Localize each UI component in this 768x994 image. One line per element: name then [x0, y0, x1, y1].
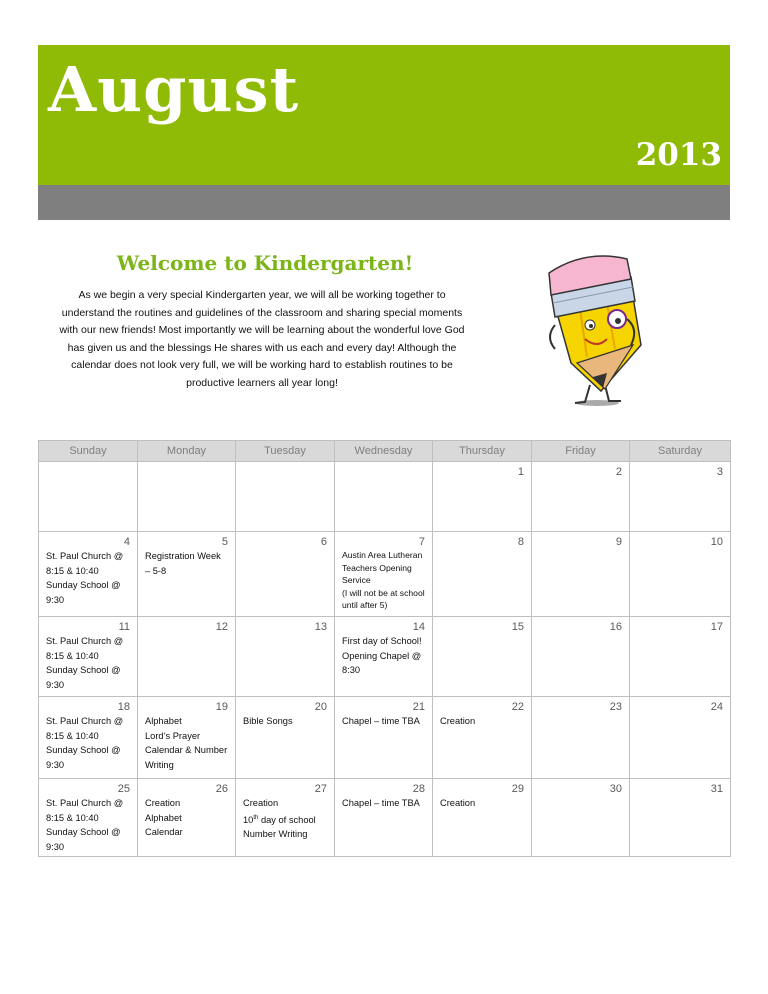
- weekday-header: Sunday: [39, 441, 138, 462]
- day-cell: [532, 532, 630, 617]
- day-cell: [138, 697, 236, 779]
- event-text: Austin Area Lutheran Teachers Opening Service: [342, 550, 423, 585]
- weekday-header: Monday: [138, 441, 236, 462]
- welcome-paragraph: As we begin a very special Kindergarten year, we will all be working together to understand the routines and guidelines of the classroom and sharing special moments with our new friends! Most importantly we will be learning about the wonderful love God has given us and the blessings He shares with us each and every day! Although the calendar does not look very full, we will be working hard to establish routines to be productive learners all year long!: [59, 289, 465, 389]
- day-number: 18: [117, 701, 130, 713]
- day-number: 5: [221, 536, 228, 548]
- day-number: 7: [418, 536, 425, 548]
- day-number: 27: [314, 783, 327, 795]
- day-number: 14: [412, 621, 425, 633]
- weekday-header: Tuesday: [236, 441, 335, 462]
- day-cell: [236, 462, 335, 532]
- week-row: [39, 697, 731, 779]
- day-number: 25: [117, 783, 130, 795]
- day-number: 26: [215, 783, 228, 795]
- day-cell: [236, 697, 335, 779]
- day-cell: [433, 532, 532, 617]
- day-number: 29: [511, 783, 524, 795]
- day-number: 19: [215, 701, 228, 713]
- event-text: Calendar & Number Writing: [145, 745, 228, 770]
- day-cell: [532, 779, 630, 857]
- day-number: 30: [609, 783, 622, 795]
- weekday-header: Thursday: [433, 441, 532, 462]
- event-text: Sunday School @ 9:30: [46, 665, 121, 690]
- day-number: 8: [517, 536, 524, 548]
- event-text: Alphabet: [145, 812, 182, 823]
- day-cell: [39, 532, 138, 617]
- day-cell: [630, 697, 731, 779]
- pencil-character-icon: [535, 245, 660, 410]
- event-text: St. Paul Church @ 8:15 & 10:40: [46, 551, 124, 576]
- welcome-heading: Welcome to Kindergarten!: [116, 251, 414, 275]
- event-text: 10th day of school: [243, 814, 316, 825]
- event-text: Creation: [145, 798, 181, 808]
- day-cell: [433, 617, 532, 697]
- day-cell: [630, 617, 731, 697]
- day-number: 6: [320, 536, 327, 548]
- day-cell: [335, 617, 433, 697]
- year-title: 2013: [635, 137, 722, 173]
- week-row: [39, 532, 731, 617]
- day-cell: [532, 697, 630, 779]
- event-text: Chapel – time TBA: [342, 716, 420, 726]
- month-calendar: [38, 440, 731, 857]
- day-number: 17: [710, 621, 723, 633]
- day-number: 11: [118, 621, 130, 633]
- day-number: [342, 465, 425, 479]
- event-text: Chapel – time TBA: [342, 798, 420, 808]
- day-number: 15: [511, 621, 524, 633]
- event-text: Opening Chapel @ 8:30: [342, 650, 422, 675]
- event-text: Bible Songs: [243, 716, 293, 726]
- day-number: 21: [412, 701, 425, 713]
- day-cell: [433, 779, 532, 857]
- day-number: 1: [517, 466, 524, 478]
- day-number: 10: [710, 536, 723, 548]
- day-cell: [532, 462, 630, 532]
- day-number: 2: [615, 466, 622, 478]
- week-row: [39, 617, 731, 697]
- event-text: Sunday School @ 9:30: [46, 580, 121, 605]
- day-cell: [39, 462, 138, 532]
- day-cell: [335, 779, 433, 857]
- day-number: [145, 465, 228, 479]
- day-number: 12: [215, 621, 228, 633]
- event-text: Alphabet: [145, 716, 182, 726]
- day-cell: [236, 779, 335, 857]
- event-text: Creation: [440, 798, 476, 808]
- event-text: Sunday School @ 9:30: [46, 827, 121, 852]
- day-cell: [138, 532, 236, 617]
- day-number: 22: [511, 701, 524, 713]
- weekday-header: Friday: [532, 441, 630, 462]
- day-number: 28: [412, 783, 425, 795]
- day-number: 16: [609, 621, 622, 633]
- day-cell: [335, 532, 433, 617]
- day-cell: [335, 462, 433, 532]
- event-text: St. Paul Church @ 8:15 & 10:40: [46, 636, 124, 661]
- event-text: Creation: [243, 798, 279, 808]
- day-cell: [630, 462, 731, 532]
- day-number: 31: [710, 783, 723, 795]
- day-number: 13: [314, 621, 327, 633]
- day-cell: [630, 779, 731, 857]
- day-number: [46, 465, 130, 479]
- day-cell: [138, 617, 236, 697]
- header-divider-band: [38, 185, 730, 220]
- weekday-header-row: [39, 441, 731, 462]
- day-cell: [138, 462, 236, 532]
- day-number: 24: [710, 701, 723, 713]
- header-banner: [38, 45, 730, 185]
- month-title: August: [48, 53, 300, 126]
- event-text: St. Paul Church @ 8:15 & 10:40: [46, 798, 124, 823]
- day-number: 4: [123, 536, 130, 548]
- day-cell: [433, 462, 532, 532]
- day-cell: [433, 697, 532, 779]
- event-text: Number Writing: [243, 829, 308, 840]
- day-number: 9: [615, 536, 622, 548]
- week-row: [39, 779, 731, 857]
- day-cell: [39, 697, 138, 779]
- day-number: 20: [314, 701, 327, 713]
- weekday-header: Wednesday: [335, 441, 433, 462]
- day-number: 3: [716, 466, 723, 478]
- week-row: [39, 462, 731, 532]
- day-cell: [335, 697, 433, 779]
- day-cell: [630, 532, 731, 617]
- event-text: (I will not be at school until after 5): [342, 587, 425, 610]
- event-text: Creation: [440, 716, 476, 726]
- day-number: 23: [609, 701, 622, 713]
- day-cell: [138, 779, 236, 857]
- day-cell: [39, 617, 138, 697]
- day-cell: [532, 617, 630, 697]
- event-text: Calendar: [145, 827, 183, 837]
- event-text: First day of School!: [342, 636, 422, 646]
- event-text: St. Paul Church @ 8:15 & 10:40: [46, 716, 124, 741]
- day-cell: [39, 779, 138, 857]
- event-text: Lord’s Prayer: [145, 730, 201, 741]
- weekday-header: Saturday: [630, 441, 731, 462]
- event-text: Sunday School @ 9:30: [46, 745, 121, 770]
- day-number: [243, 465, 327, 479]
- day-cell: [236, 532, 335, 617]
- event-text: Registration Week – 5-8: [145, 551, 221, 576]
- day-cell: [236, 617, 335, 697]
